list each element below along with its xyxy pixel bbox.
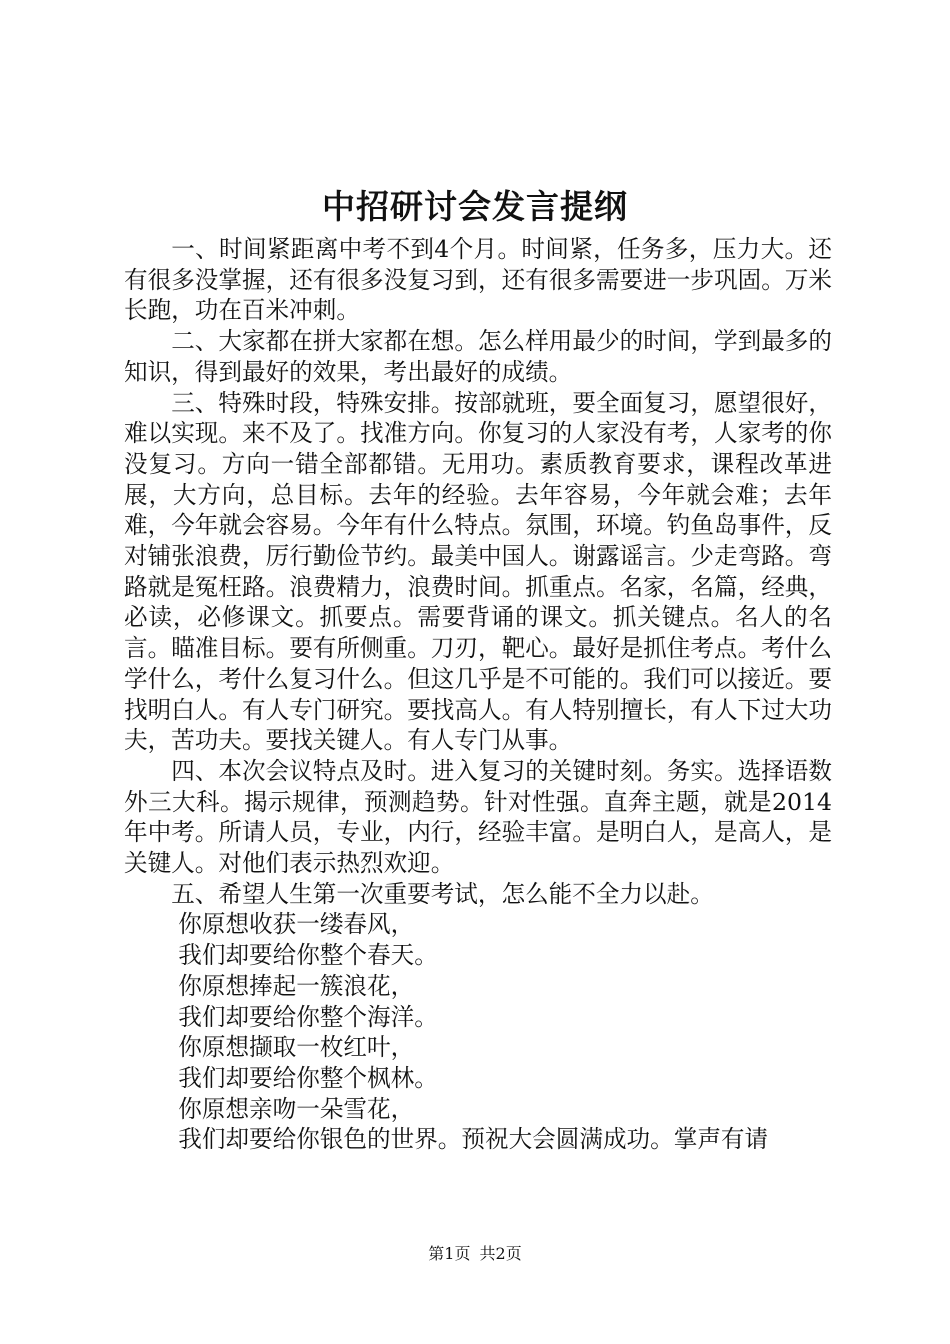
document-title: 中招研讨会发言提纲 <box>322 187 628 226</box>
paragraph-2: 二、大家都在拼大家都在想。怎么样用最少的时间，学到最多的知识，得到最好的效果，考出最好的成绩。 <box>124 327 832 386</box>
verse-line-5: 你原想撷取一枚红叶， <box>178 1033 415 1062</box>
verse-line-8: 我们却要给你银色的世界。预祝大会圆满成功。掌声有请 <box>178 1125 769 1154</box>
verse-line-4: 我们却要给你整个海洋。 <box>178 1002 438 1031</box>
paragraph-4: 四、本次会议特点及时。进入复习的关键时刻。务实。选择语数外三大科。揭示规律，预测趋势。针对性强。直奔主题，就是2014年中考。所请人员，专业，内行，经验丰富。是明白人，是高人，是关键人。对他们表示热烈欢迎。 <box>124 756 832 878</box>
verse-line-2: 我们却要给你整个春天。 <box>178 941 438 970</box>
page-footer <box>0 1242 950 1266</box>
verse-line-7: 你原想亲吻一朵雪花， <box>178 1094 415 1123</box>
paragraph-3: 三、特殊时段，特殊安排。按部就班，要全面复习，愿望很好，难以实现。来不及了。找准方向。你复习的人家没有考，人家考的你没复习。方向一错全部都错。无用功。素质教育要求，课程改革进展，大方向，总目标。去年的经验。去年容易，今年就会难；去年难，今年就会容易。今年有什么特点。氛围，环境。钓鱼岛事件，反对铺张浪费，厉行勤俭节约。最美中国人。谢露谣言。少走弯路。弯路就是冤枉路。浪费精力，浪费时间。抓重点。名家，名篇，经典，必读，必修课文。抓要点。需要背诵的课文。抓关键点。名人的名言。瞄准目标。要有所侧重。刀刃，靶心。最好是抓住考点。考什么学什么，考什么复习什么。但这几乎是不可能的。我们可以接近。要找明白人。有人专门研究。要找高人。有人特别擅长，有人下过大功夫，苦功夫。要找关键人。有人专门从事。 <box>124 388 832 755</box>
verse-line-6: 我们却要给你整个枫林。 <box>178 1063 438 1092</box>
verse-line-1: 你原想收获一缕春风， <box>178 910 415 939</box>
verse-line-3: 你原想捧起一簇浪花， <box>178 971 415 1000</box>
document-body <box>124 234 832 1155</box>
paragraph-1: 一、时间紧距离中考不到4个月。时间紧，任务多，压力大。还有很多没掌握，还有很多没复习到，还有很多需要进一步巩固。万米长跑，功在百米冲刺。 <box>124 235 832 325</box>
page-number-total: 共2页 <box>479 1244 522 1263</box>
page-number-current: 第1页 <box>428 1244 471 1263</box>
paragraph-5: 五、希望人生第一次重要考试，怎么能不全力以赴。 <box>171 879 714 908</box>
